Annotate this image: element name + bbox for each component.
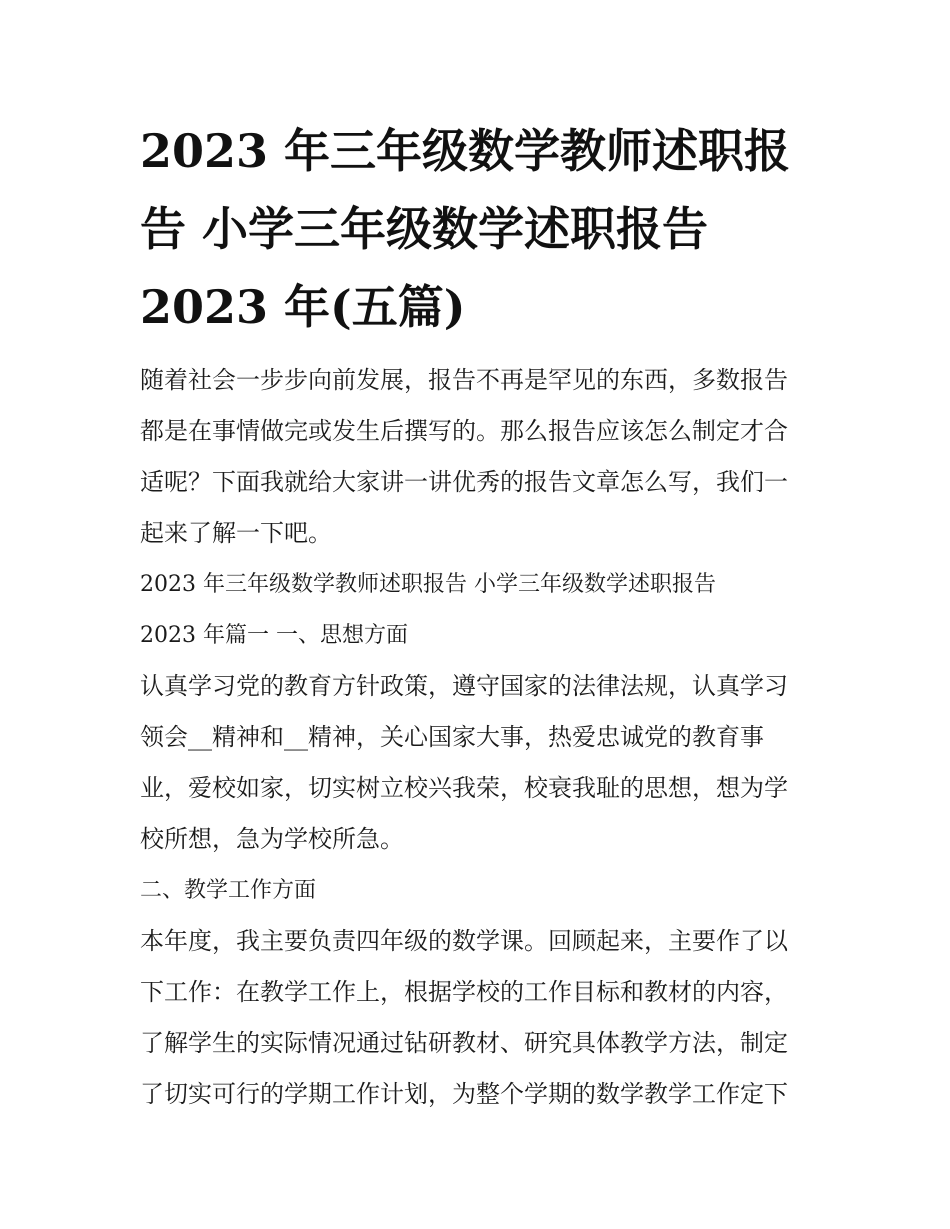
- body-line: 了解学生的实际情况通过钻研教材、研究具体教学方法，制定: [140, 1029, 788, 1057]
- body-line: 业，爱校如家，切实树立校兴我荣，校衰我耻的思想，想为学: [140, 774, 788, 802]
- body-line: 下工作：在教学工作上，根据学校的工作目标和教材的内容，: [140, 978, 788, 1006]
- document-title: [140, 112, 820, 346]
- body-line: 都是在事情做完或发生后撰写的。那么报告应该怎么制定才合: [140, 417, 788, 445]
- subtitle-line: 2023 年三年级数学教师述职报告 小学三年级数学述职报告: [140, 572, 716, 597]
- body-line: 起来了解一下吧。: [140, 519, 332, 547]
- body-line: 本年度，我主要负责四年级的数学课。回顾起来，主要作了以: [140, 927, 788, 955]
- body-line: 校所想，急为学校所急。: [140, 825, 404, 853]
- document-body: [140, 355, 820, 1120]
- body-line: 随着社会一步步向前发展，报告不再是罕见的东西，多数报告: [140, 366, 788, 394]
- title-line: 2023 年(五篇): [140, 280, 466, 334]
- title-line: 告 小学三年级数学述职报告: [140, 202, 709, 256]
- section-heading: 二、教学工作方面: [140, 878, 317, 903]
- body-line: 了切实可行的学期工作计划，为整个学期的数学教学工作定下: [140, 1080, 788, 1108]
- section-heading: 2023 年篇一 一、思想方面: [140, 623, 408, 648]
- body-line: 领会__精神和__精神，关心国家大事，热爱忠诚党的教育事: [140, 723, 764, 751]
- body-line: 认真学习党的教育方针政策，遵守国家的法律法规，认真学习: [140, 672, 788, 700]
- body-line: 适呢？下面我就给大家讲一讲优秀的报告文章怎么写，我们一: [140, 468, 788, 496]
- title-line: 2023 年三年级数学教师述职报: [140, 124, 791, 178]
